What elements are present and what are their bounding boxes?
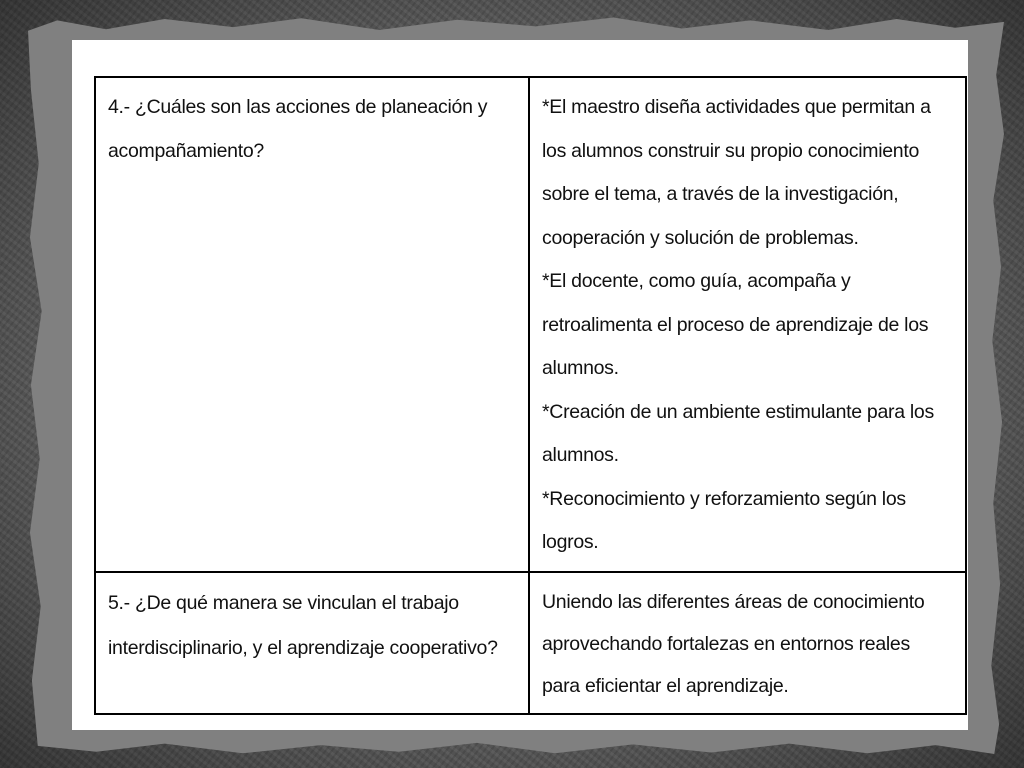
question-line: acompañamiento?	[108, 139, 264, 162]
document-page	[72, 40, 968, 730]
answer-line: sobre el tema, a través de la investigación,	[542, 183, 899, 205]
answer-line: *El docente, como guía, acompaña y	[542, 270, 851, 292]
answer-line: *El maestro diseña actividades que permitan a	[542, 96, 931, 118]
question-cell	[95, 77, 529, 572]
table-row	[95, 572, 966, 714]
table-row	[95, 77, 966, 572]
answer-line: *Reconocimiento y reforzamiento según los	[542, 487, 906, 510]
answer-line: retroalimenta el proceso de aprendizaje de los	[542, 313, 929, 336]
answer-line: cooperación y solución de problemas.	[542, 226, 859, 249]
qa-table	[94, 76, 967, 715]
answer-cell	[529, 572, 966, 714]
answer-line: Uniendo las diferentes áreas de conocimiento	[542, 590, 925, 613]
answer-cell	[529, 77, 966, 572]
question-line: 5.- ¿De qué manera se vinculan el trabajo	[108, 591, 459, 614]
answer-line: logros.	[542, 531, 599, 553]
question-line: interdisciplinario, y el aprendizaje cooperativo?	[108, 636, 498, 659]
answer-line: *Creación de un ambiente estimulante para los	[542, 400, 934, 423]
question-line: 4.- ¿Cuáles son las acciones de planeación y	[108, 96, 488, 118]
answer-line: alumnos.	[542, 444, 619, 466]
question-cell	[95, 572, 529, 714]
answer-line: para eficientar el aprendizaje.	[542, 674, 789, 697]
answer-line: alumnos.	[542, 357, 619, 379]
answer-line: aprovechando fortalezas en entornos reales	[542, 632, 910, 655]
answer-line: los alumnos construir su propio conocimiento	[542, 139, 919, 162]
